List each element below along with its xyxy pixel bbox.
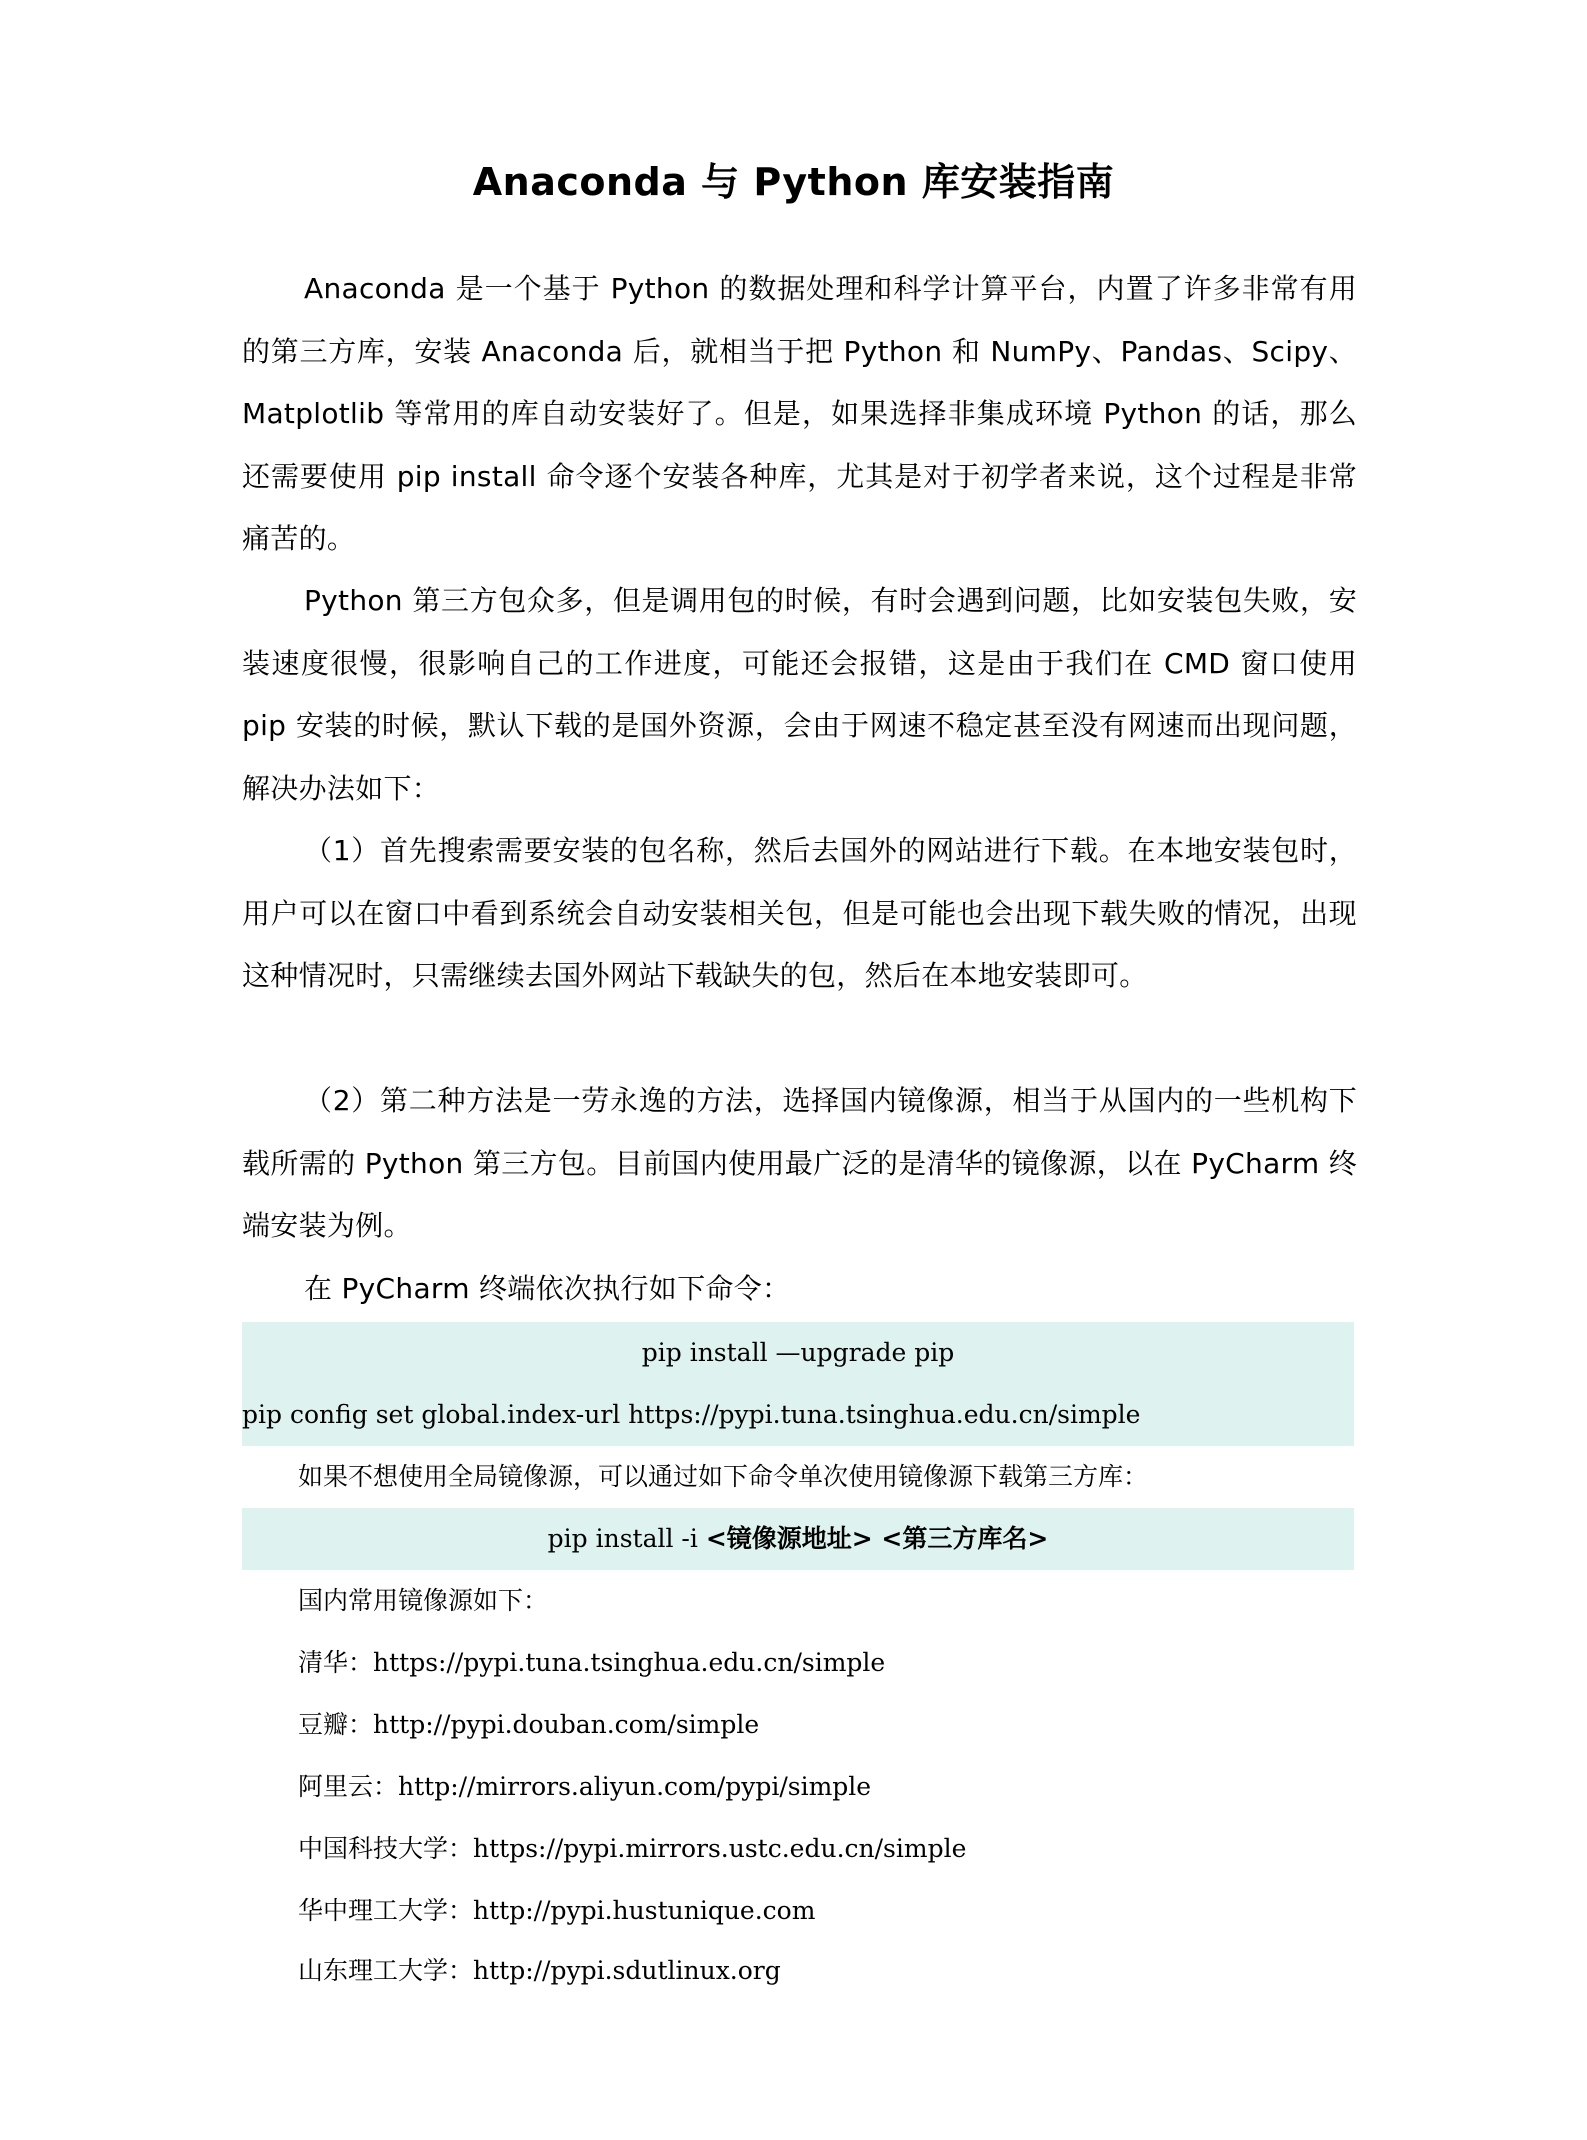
mirror-item-douban: 豆瓣：http://pypi.douban.com/simple [298,1710,760,1739]
command-single-install [242,1508,1354,1570]
code-block-single-install [242,1508,1354,1570]
page-title: Anaconda 与 Python 库安装指南 [472,160,1115,204]
mirrors-heading: 国内常用镜像源如下： [298,1586,549,1615]
command-config-mirror: pip config set global.index-url https://pypi.tuna.tsinghua.edu.cn/simple [242,1400,1141,1429]
command-single-args: <镜像源地址> <第三方库名> [705,1524,1049,1553]
mirror-item-hust: 华中理工大学：http://pypi.hustunique.com [298,1896,816,1925]
mirror-item-tsinghua: 清华：https://pypi.tuna.tsinghua.edu.cn/simple [298,1648,886,1677]
paragraph-method-two: （2）第二种方法是一劳永逸的方法，选择国内镜像源，相当于从国内的一些机构下载所需的 Python 第三方包。目前国内使用最广泛的是清华的镜像源，以在 PyCharm 终端安装为例。 [242,1084,1357,1242]
paragraph-method-one: （1）首先搜索需要安装的包名称，然后去国外的网站进行下载。在本地安装包时，用户可以在窗口中看到系统会自动安装相关包，但是可能也会出现下载失败的情况，出现这种情况时，只需继续去国外网站下载缺失的包，然后在本地安装即可。 [242,834,1357,992]
command-single-prefix: pip install -i [547,1524,706,1553]
paragraph-anaconda-intro: Anaconda 是一个基于 Python 的数据处理和科学计算平台，内置了许多非常有用的第三方库，安装 Anaconda 后，就相当于把 Python 和 NumPy、Pandas、Scipy、Matplotlib 等常用的库自动安装好了。但是，如果选择非集成环境 Python 的话，那么还需要使用 pip install 命令逐个安装各种库，尤其是对于初学者来说，这个过程是非常痛苦的。 [242,272,1357,555]
mirror-list [298,1632,966,2000]
mirror-item-aliyun: 阿里云：http://mirrors.aliyun.com/pypi/simple [298,1772,872,1801]
paragraph-pycharm-intro: 在 PyCharm 终端依次执行如下命令： [304,1272,791,1305]
paragraph-install-problems: Python 第三方包众多，但是调用包的时候，有时会遇到问题，比如安装包失败，安装速度很慢，很影响自己的工作进度，可能还会报错，这是由于我们在 CMD 窗口使用 pip 安装的时候，默认下载的是国外资源，会由于网速不稳定甚至没有网速而出现问题，解决办法如下： [242,584,1357,805]
mirror-item-ustc: 中国科技大学：https://pypi.mirrors.ustc.edu.cn/simple [298,1834,967,1863]
single-mirror-note: 如果不想使用全局镜像源，可以通过如下命令单次使用镜像源下载第三方库： [298,1462,1149,1491]
code-block-commands [242,1322,1354,1446]
mirror-item-sdut: 山东理工大学：http://pypi.sdutlinux.org [298,1956,781,1985]
command-upgrade-pip: pip install —upgrade pip [641,1338,955,1367]
